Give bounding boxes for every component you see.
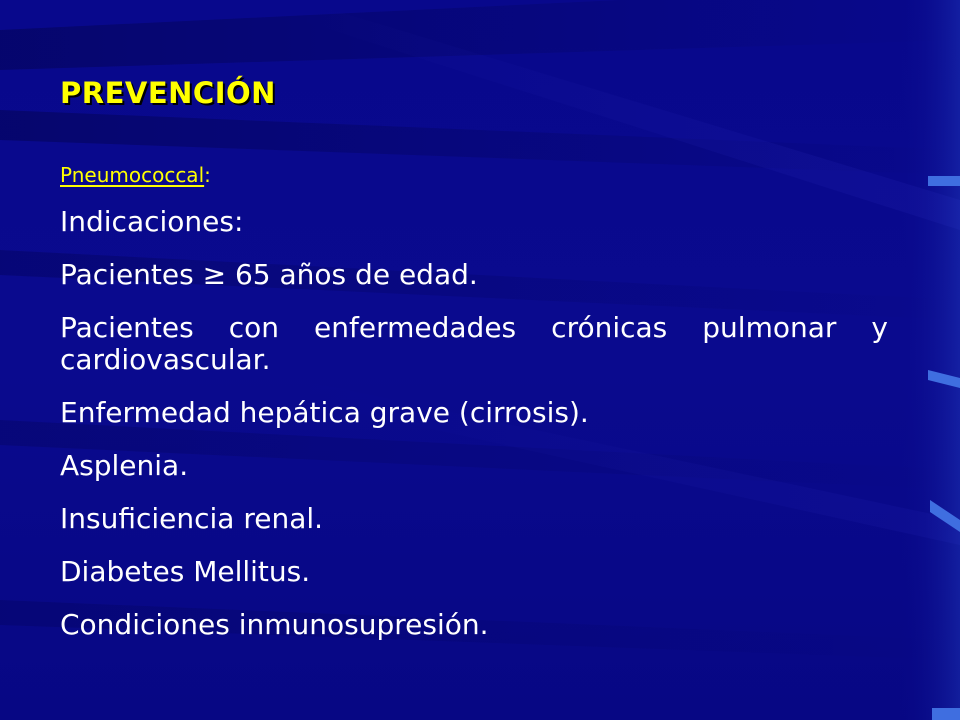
list-item: Asplenia. — [60, 449, 189, 482]
list-item: Diabetes Mellitus. — [60, 555, 311, 588]
list-item: Indicaciones: — [60, 205, 244, 238]
slide-title: PREVENCIÓN — [60, 76, 276, 110]
list-item: Insuficiencia renal. — [60, 502, 324, 535]
list-item: Condiciones inmunosupresión. — [60, 608, 489, 641]
list-item: Pacientes ≥ 65 años de edad. — [60, 258, 478, 291]
subtitle-label: Pneumococcal — [60, 163, 205, 187]
edge-accent-mark — [932, 708, 960, 720]
edge-accent-mark — [928, 176, 960, 186]
list-item: Pacientes con enfermedades crónicas pulmonar y cardiovascular. — [60, 311, 888, 376]
indications-list — [60, 206, 900, 662]
slide-subtitle — [60, 163, 211, 187]
list-item: Enfermedad hepática grave (cirrosis). — [60, 396, 589, 429]
subtitle-colon: : — [204, 163, 211, 187]
